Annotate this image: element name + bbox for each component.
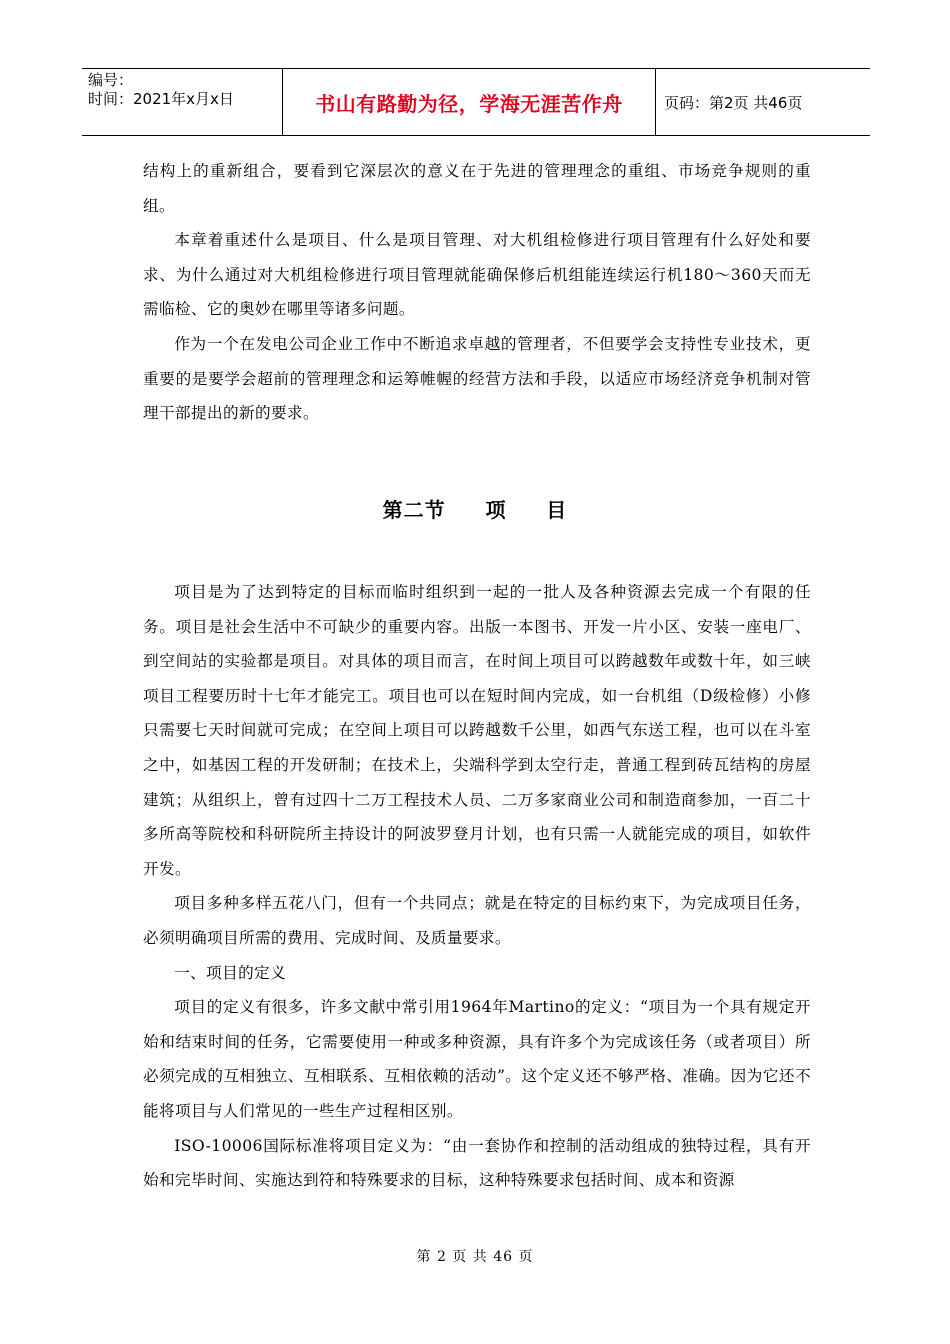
document-date: 时间：2021年x月x日 [88,90,234,108]
paragraph: 项目的定义有很多，许多文献中常引用1964年Martino的定义：“项目为一个具有规定开始和结束时间的任务，它需要使用一种或多种资源，具有许多个为完成该任务（或者项目）所必须完成的互相独立、互相联系、互相依赖的活动”。这个定义还不够严格、准确。因为它还不能将项目与人们常见的一些生产过程相区别。 [143,998,811,1120]
intro-text [143,154,811,431]
paragraph: 本章着重述什么是项目、什么是项目管理、对大机组检修进行项目管理有什么好处和要求、为什么通过对大机组检修进行项目管理就能确保修后机组能连续运行机180～360天而无需临检、它的奥妙在哪里等诸多问题。 [143,231,811,319]
header-page-info: 页码：第2页 共46页 [664,93,803,112]
paragraph: 作为一个在发电公司企业工作中不断追求卓越的管理者，不但要学会支持性专业技术，更重要的是要学会超前的管理理念和运筹帷幄的经营方法和手段，以适应市场经济竞争机制对管理干部提出的新的要求。 [143,334,811,423]
paragraph: 项目多种多样五花八门，但有一个共同点；就是在特定的目标约束下，为完成项目任务，必须明确项目所需的费用、完成时间、及质量要求。 [143,894,811,947]
page-footer: 第 2 页 共 46 页 [416,1249,534,1265]
paragraph: 结构上的重新组合，要看到它深层次的意义在于先进的管理理念的重组、市场竞争规则的重组。 [143,162,811,215]
paragraph: 项目是为了达到特定的目标而临时组织到一起的一批人及各种资源去完成一个有限的任务。项目是社会生活中不可缺少的重要内容。出版一本图书、开发一片小区、安装一座电厂、到空间站的实验都是项目。对具体的项目而言，在时间上项目可以跨越数年或数十年，如三峡项目工程要历时十七年才能完工。项目也可以在短时间内完成，如一台机组（D级检修）小修只需要七天时间就可完成；在空间上项目可以跨越数千公里，如西气东送工程，也可以在斗室之中，如基因工程的开发研制；在技术上，尖端科学到太空行走，普通工程到砖瓦结构的房屋建筑；从组织上，曾有过四十二万工程技术人员、二万多家商业公司和制造商参加，一百二十多所高等院校和科研院所主持设计的阿波罗登月计划，也有只需一人就能完成的项目，如软件开发。 [143,583,811,878]
paragraph: ISO-10006国际标准将项目定义为：“由一套协作和控制的活动组成的独特过程，具有开始和完毕时间、实施达到符和特殊要求的目标，这种特殊要求包括时间、成本和资源 [143,1136,811,1190]
page-header [82,68,870,136]
header-motto: 书山有路勤为径，学海无涯苦作舟 [283,69,656,135]
document-number: 编号： [88,71,134,89]
section-heading: 第二节 项 目 [382,498,568,522]
section-text [143,575,811,1198]
header-meta [82,69,283,135]
subsection-heading: 一、项目的定义 [174,963,287,982]
